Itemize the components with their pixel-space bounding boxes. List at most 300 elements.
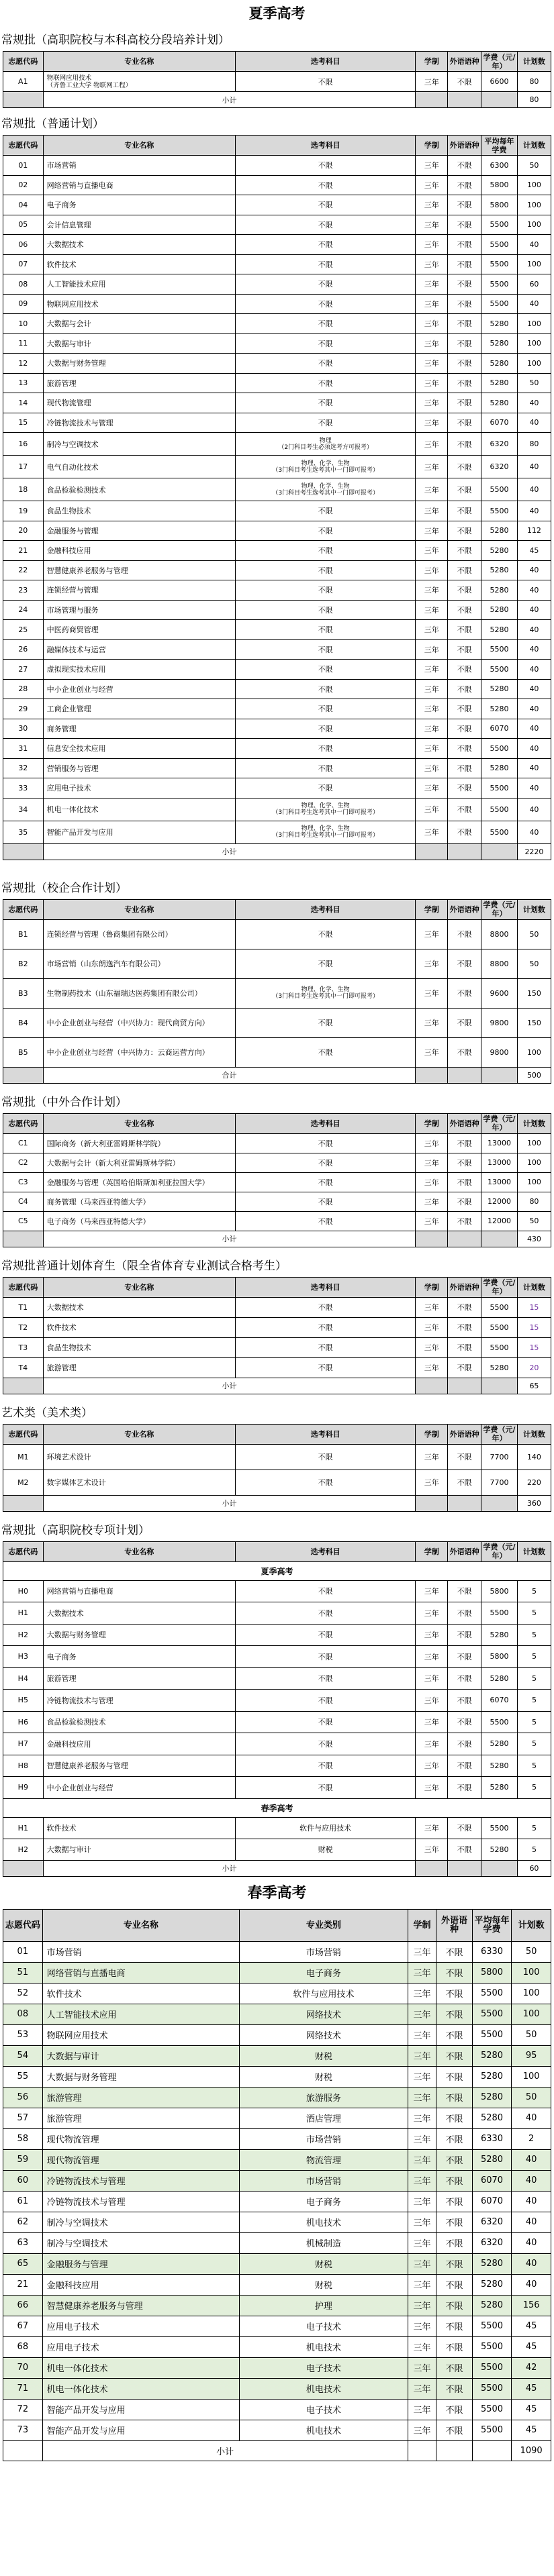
cell-subject: 不限	[235, 354, 415, 374]
cell-plan: 100	[517, 254, 551, 274]
cell-lang: 不限	[448, 156, 481, 176]
cell-plan: 15	[517, 1297, 551, 1317]
column-header: 外语语种	[448, 1424, 481, 1444]
cell-name: 虚拟现实技术应用	[43, 660, 235, 680]
cell-subject: 不限	[235, 949, 415, 978]
column-header: 专业类别	[240, 1909, 408, 1941]
cell-name: 金融科技应用	[43, 1733, 235, 1755]
cell-years: 三年	[408, 2420, 436, 2440]
cell-code: 60	[3, 2170, 43, 2191]
cell-plan: 112	[517, 521, 551, 541]
table-header-row	[3, 1113, 551, 1133]
table-row	[3, 758, 551, 778]
cell-plan: 40	[517, 478, 551, 501]
cell-years: 三年	[416, 254, 448, 274]
cell-name: 软件技术	[43, 1317, 235, 1337]
table-row	[3, 1470, 551, 1495]
cell-fee: 5280	[472, 2045, 512, 2066]
cell-fee: 5280	[481, 541, 518, 561]
subtotal-blank	[416, 1495, 448, 1511]
table-row	[3, 433, 551, 456]
cell-years: 三年	[416, 1008, 448, 1037]
cell-name: 营销服务与管理	[43, 758, 235, 778]
cell-years: 三年	[408, 2316, 436, 2336]
column-header: 计划数	[517, 1277, 551, 1297]
cell-lang: 不限	[448, 1817, 481, 1839]
cell-lang: 不限	[436, 2045, 472, 2066]
cell-plan: 40	[517, 660, 551, 680]
subtotal-blank	[3, 843, 44, 860]
subtotal-row	[3, 1231, 551, 1247]
column-header: 选考科目	[235, 1113, 415, 1133]
cell-plan: 5	[517, 1817, 551, 1839]
table-row	[3, 2128, 551, 2149]
cell-subject: 不限	[235, 1711, 415, 1733]
cell-name: 市场营销（山东朗逸汽车有限公司）	[43, 949, 235, 978]
cell-name: 机电一体化技术	[42, 2357, 239, 2378]
cell-plan: 100	[512, 1962, 551, 1983]
cell-fee: 5280	[481, 333, 518, 354]
cell-cat: 市场营销	[240, 2128, 408, 2149]
cell-plan: 45	[512, 2378, 551, 2399]
column-header: 外语语种	[448, 1541, 481, 1561]
cell-subject: 不限	[235, 314, 415, 334]
table-row	[3, 2253, 551, 2274]
subtotal-value: 360	[517, 1495, 551, 1511]
cell-years: 三年	[416, 1172, 448, 1192]
table-row	[3, 2024, 551, 2045]
cell-plan: 5	[517, 1667, 551, 1690]
cell-lang: 不限	[448, 778, 481, 798]
cell-lang: 不限	[448, 195, 481, 215]
cell-lang: 不限	[448, 373, 481, 393]
cell-code: 55	[3, 2066, 43, 2087]
cell-name: 应用电子技术	[43, 778, 235, 798]
table-row	[3, 1008, 551, 1037]
cell-lang: 不限	[436, 2295, 472, 2316]
section-title-sec2: 常规批（普通计划）	[1, 117, 104, 131]
cell-years: 三年	[416, 1192, 448, 1211]
cell-fee: 5280	[481, 314, 518, 334]
cell-fee: 5500	[481, 798, 518, 821]
cell-lang: 不限	[448, 1602, 481, 1625]
cell-fee: 5280	[481, 393, 518, 413]
cell-name: 市场营销	[42, 1941, 239, 1962]
cell-code: 29	[3, 699, 44, 719]
cell-lang: 不限	[448, 1317, 481, 1337]
cell-code: 08	[3, 2004, 43, 2024]
table-row	[3, 156, 551, 176]
subtotal-value: 80	[517, 92, 551, 108]
column-header: 专业名称	[43, 1541, 235, 1561]
cell-subject: 不限	[235, 1133, 415, 1153]
table-row	[3, 2274, 551, 2295]
section-title-sec4: 常规批（中外合作计划）	[1, 1095, 127, 1109]
subtotal-blank	[3, 1860, 44, 1876]
cell-subject: 不限	[235, 1172, 415, 1192]
section-title-sec3: 常规批（校企合作计划）	[1, 881, 127, 895]
cell-lang: 不限	[448, 660, 481, 680]
cell-years: 三年	[408, 1962, 436, 1983]
cell-lang: 不限	[448, 758, 481, 778]
cell-subject: 不限	[235, 778, 415, 798]
cell-code: A1	[3, 72, 44, 92]
cell-cat: 机械制造	[240, 2232, 408, 2253]
cell-code: 65	[3, 2253, 43, 2274]
table-header-row	[3, 52, 551, 72]
cell-fee: 5500	[472, 2024, 512, 2045]
cell-code: 26	[3, 639, 44, 660]
column-header: 计划数	[517, 1424, 551, 1444]
cell-code: B1	[3, 919, 44, 949]
cell-name: 现代物流管理	[42, 2149, 239, 2170]
subtotal-blank	[436, 2440, 472, 2461]
cell-subject: 不限	[235, 639, 415, 660]
cell-subject: 不限	[235, 1777, 415, 1799]
cell-name: 应用电子技术	[42, 2316, 239, 2336]
cell-name: 金融服务与管理	[42, 2253, 239, 2274]
cell-years: 三年	[416, 600, 448, 620]
cell-lang: 不限	[448, 1470, 481, 1495]
cell-plan: 40	[517, 739, 551, 759]
table-row	[3, 254, 551, 274]
cell-name: 制冷与空调技术	[42, 2232, 239, 2253]
cell-subject: 不限	[235, 274, 415, 295]
cell-cat: 财税	[240, 2045, 408, 2066]
cell-cat: 机电技术	[240, 2378, 408, 2399]
cell-name: 旅游管理	[43, 1357, 235, 1378]
cell-years: 三年	[408, 2378, 436, 2399]
cell-lang: 不限	[448, 1008, 481, 1037]
cell-code: C3	[3, 1172, 44, 1192]
cell-lang: 不限	[448, 72, 481, 92]
table-header-row	[3, 1277, 551, 1297]
table-row	[3, 778, 551, 798]
cell-fee: 5500	[472, 2399, 512, 2420]
cell-lang: 不限	[448, 274, 481, 295]
cell-fee: 6320	[481, 433, 518, 456]
table-row	[3, 1580, 551, 1602]
cell-plan: 40	[517, 679, 551, 699]
cell-name: 电气自动化技术	[43, 456, 235, 478]
cell-years: 三年	[416, 978, 448, 1008]
table-row	[3, 1690, 551, 1712]
column-header: 计划数	[517, 1113, 551, 1133]
cell-lang: 不限	[448, 560, 481, 580]
cell-cat: 软件与应用技术	[240, 1983, 408, 2004]
subtotal-blank	[448, 1860, 481, 1876]
subtotal-value: 430	[517, 1231, 551, 1247]
cell-lang: 不限	[436, 2212, 472, 2232]
cell-years: 三年	[408, 2295, 436, 2316]
table-row	[3, 1337, 551, 1357]
table-header-row	[3, 1424, 551, 1444]
cell-name: 中小企业创业与经营（中兴协力：云商运营方向）	[43, 1037, 235, 1067]
table-row	[3, 294, 551, 314]
cell-subject: 物理、化学、生物 （3门科目考生选考其中一门即可报考）	[235, 821, 415, 843]
cell-code: 25	[3, 620, 44, 640]
cell-cat: 网络技术	[240, 2024, 408, 2045]
cell-name: 大数据与会计（新大利亚雷姆斯林学院）	[43, 1153, 235, 1172]
subtotal-blank	[472, 2440, 512, 2461]
table-row	[3, 2378, 551, 2399]
subtotal-label: 小计	[43, 1231, 416, 1247]
cell-plan: 45	[512, 2420, 551, 2440]
cell-code: 06	[3, 235, 44, 255]
table-row	[3, 314, 551, 334]
cell-code: 31	[3, 739, 44, 759]
cell-plan: 2	[512, 2128, 551, 2149]
cell-subject: 物理、化学、生物 （3门科目考生选考其中一门即可报考）	[235, 978, 415, 1008]
cell-years: 三年	[416, 1580, 448, 1602]
cell-years: 三年	[416, 739, 448, 759]
cell-fee: 5800	[481, 195, 518, 215]
column-header: 学制	[416, 136, 448, 156]
cell-code: 68	[3, 2336, 43, 2357]
cell-cat: 电子技术	[240, 2357, 408, 2378]
cell-fee: 5500	[481, 778, 518, 798]
cell-subject: 不限	[235, 393, 415, 413]
column-header: 专业名称	[43, 52, 235, 72]
cell-plan: 5	[517, 1839, 551, 1860]
cell-name: 物联网应用技术	[42, 2024, 239, 2045]
cell-name: 商务管理（马来西亚特德大学）	[43, 1192, 235, 1211]
plan-table	[3, 1424, 551, 1512]
table-row	[3, 978, 551, 1008]
cell-plan: 5	[517, 1580, 551, 1602]
column-header: 志愿代码	[3, 1113, 44, 1133]
column-header: 学费（元/年）	[481, 52, 518, 72]
cell-lang: 不限	[448, 1172, 481, 1192]
cell-fee: 5280	[472, 2274, 512, 2295]
cell-name: 现代物流管理	[42, 2128, 239, 2149]
cell-years: 三年	[416, 660, 448, 680]
table-row	[3, 1941, 551, 1962]
cell-fee: 5280	[481, 1755, 518, 1777]
cell-fee: 5500	[481, 1297, 518, 1317]
cell-subject: 不限	[235, 373, 415, 393]
cell-lang: 不限	[448, 798, 481, 821]
cell-years: 三年	[416, 1755, 448, 1777]
column-header: 专业名称	[43, 136, 235, 156]
table-row	[3, 1711, 551, 1733]
column-header: 专业名称	[43, 1277, 235, 1297]
cell-cat: 物流管理	[240, 2149, 408, 2170]
cell-subject: 不限	[235, 1646, 415, 1668]
cell-code: 07	[3, 254, 44, 274]
cell-cat: 财税	[240, 2253, 408, 2274]
cell-fee: 6330	[472, 2128, 512, 2149]
subtotal-blank	[448, 92, 481, 108]
column-header: 学制	[416, 52, 448, 72]
cell-code: 35	[3, 821, 44, 843]
table-header-row	[3, 1909, 551, 1941]
cell-fee: 13000	[481, 1172, 518, 1192]
cell-lang: 不限	[448, 235, 481, 255]
cell-plan: 95	[512, 2045, 551, 2066]
cell-code: H5	[3, 1690, 44, 1712]
cell-plan: 100	[517, 1172, 551, 1192]
cell-plan: 100	[517, 354, 551, 374]
cell-cat: 市场营销	[240, 1941, 408, 1962]
cell-plan: 40	[517, 639, 551, 660]
cell-lang: 不限	[448, 739, 481, 759]
cell-fee: 5280	[481, 1777, 518, 1799]
cell-code: 32	[3, 758, 44, 778]
cell-lang: 不限	[448, 1755, 481, 1777]
cell-subject: 不限	[235, 699, 415, 719]
column-header: 学费（元/年）	[481, 1113, 518, 1133]
cell-lang: 不限	[448, 294, 481, 314]
cell-code: 24	[3, 600, 44, 620]
cell-subject: 不限	[235, 1008, 415, 1037]
cell-cat: 电子技术	[240, 2316, 408, 2336]
cell-code: T4	[3, 1357, 44, 1378]
cell-years: 三年	[416, 1777, 448, 1799]
column-header: 外语语种	[436, 1909, 472, 1941]
cell-years: 三年	[416, 949, 448, 978]
cell-lang: 不限	[448, 1580, 481, 1602]
cell-years: 三年	[408, 2212, 436, 2232]
cell-plan: 156	[512, 2295, 551, 2316]
cell-years: 三年	[416, 1357, 448, 1378]
cell-name: 食品检验检测技术	[43, 1711, 235, 1733]
plan-table	[3, 1277, 551, 1394]
cell-years: 三年	[408, 2399, 436, 2420]
cell-years: 三年	[416, 1817, 448, 1839]
cell-code: T3	[3, 1337, 44, 1357]
cell-name: 智能产品开发与应用	[42, 2420, 239, 2440]
subtotal-blank	[416, 92, 448, 108]
cell-plan: 40	[517, 294, 551, 314]
cell-code: 14	[3, 393, 44, 413]
cell-name: 金融科技应用	[43, 541, 235, 561]
cell-fee: 5500	[481, 274, 518, 295]
cell-code: 28	[3, 679, 44, 699]
cell-subject: 物理、化学、生物 （3门科目考生选考其中一门即可报考）	[235, 798, 415, 821]
cell-years: 三年	[408, 2274, 436, 2295]
cell-subject: 不限	[235, 294, 415, 314]
cell-years: 三年	[416, 1297, 448, 1317]
column-header: 志愿代码	[3, 136, 44, 156]
table-row	[3, 1153, 551, 1172]
cell-code: 52	[3, 1983, 43, 2004]
cell-years: 三年	[416, 541, 448, 561]
cell-fee: 5500	[472, 2316, 512, 2336]
cell-code: 19	[3, 501, 44, 521]
cell-name: 大数据与财务管理	[43, 1624, 235, 1646]
table-row	[3, 1037, 551, 1067]
cell-years: 三年	[416, 215, 448, 235]
cell-name: 机电一体化技术	[43, 798, 235, 821]
cell-name: 中医药商贸管理	[43, 620, 235, 640]
cell-name: 食品检验检测技术	[43, 478, 235, 501]
column-header: 专业名称	[43, 1113, 235, 1133]
cell-code: 66	[3, 2295, 43, 2316]
cell-years: 三年	[416, 413, 448, 433]
subtotal-blank	[448, 1231, 481, 1247]
cell-years: 三年	[408, 2087, 436, 2108]
cell-lang: 不限	[448, 175, 481, 195]
cell-plan: 5	[517, 1711, 551, 1733]
column-header: 志愿代码	[3, 1277, 44, 1297]
cell-years: 三年	[416, 1211, 448, 1231]
cell-name: 大数据技术	[43, 235, 235, 255]
cell-plan: 40	[512, 2170, 551, 2191]
column-header: 平均每年学费	[481, 136, 518, 156]
cell-name: 冷链物流技术与管理	[43, 1690, 235, 1712]
spring-section	[0, 1909, 554, 2461]
cell-plan: 40	[517, 456, 551, 478]
subtotal-blank	[448, 1495, 481, 1511]
subtotal-value: 1090	[512, 2440, 551, 2461]
cell-code: 10	[3, 314, 44, 334]
cell-cat: 护理	[240, 2295, 408, 2316]
cell-plan: 50	[517, 156, 551, 176]
cell-years: 三年	[416, 314, 448, 334]
plan-table	[3, 1541, 551, 1877]
cell-lang: 不限	[448, 478, 481, 501]
cell-lang: 不限	[448, 639, 481, 660]
subtotal-value: 60	[517, 1860, 551, 1876]
cell-subject: 不限	[235, 175, 415, 195]
cell-cat: 电子商务	[240, 2191, 408, 2212]
cell-subject: 不限	[235, 679, 415, 699]
table-row	[3, 2108, 551, 2128]
cell-fee: 5500	[472, 2336, 512, 2357]
cell-fee: 5500	[481, 1317, 518, 1337]
cell-fee: 5280	[481, 600, 518, 620]
cell-lang: 不限	[448, 433, 481, 456]
cell-subject: 不限	[235, 1624, 415, 1646]
cell-years: 三年	[408, 2045, 436, 2066]
cell-plan: 40	[517, 600, 551, 620]
cell-years: 三年	[416, 1444, 448, 1470]
cell-name: 食品生物技术	[43, 501, 235, 521]
column-header: 外语语种	[448, 52, 481, 72]
cell-code: H8	[3, 1755, 44, 1777]
cell-code: 22	[3, 560, 44, 580]
cell-plan: 5	[517, 1624, 551, 1646]
cell-fee: 5500	[472, 2357, 512, 2378]
cell-years: 三年	[408, 1941, 436, 1962]
cell-subject: 不限	[235, 254, 415, 274]
cell-plan: 100	[517, 1153, 551, 1172]
cell-lang: 不限	[436, 2378, 472, 2399]
cell-years: 三年	[408, 2232, 436, 2253]
subtotal-row	[3, 1495, 551, 1511]
cell-plan: 5	[517, 1602, 551, 1625]
cell-fee: 13000	[481, 1153, 518, 1172]
column-header: 外语语种	[448, 899, 481, 919]
cell-code: M1	[3, 1444, 44, 1470]
cell-subject: 不限	[235, 600, 415, 620]
table-header-row	[3, 1541, 551, 1561]
cell-fee: 5280	[472, 2149, 512, 2170]
cell-subject: 不限	[235, 739, 415, 759]
cell-name: 智能产品开发与应用	[42, 2399, 239, 2420]
table-row	[3, 2087, 551, 2108]
subtotal-blank	[448, 843, 481, 860]
cell-years: 三年	[408, 2149, 436, 2170]
table-row	[3, 1211, 551, 1231]
table-row	[3, 456, 551, 478]
cell-plan: 40	[517, 580, 551, 601]
table-row	[3, 580, 551, 601]
cell-code: H6	[3, 1711, 44, 1733]
cell-plan: 40	[517, 719, 551, 739]
section-title-sec7: 常规批（高职院校专项计划）	[1, 1523, 150, 1537]
